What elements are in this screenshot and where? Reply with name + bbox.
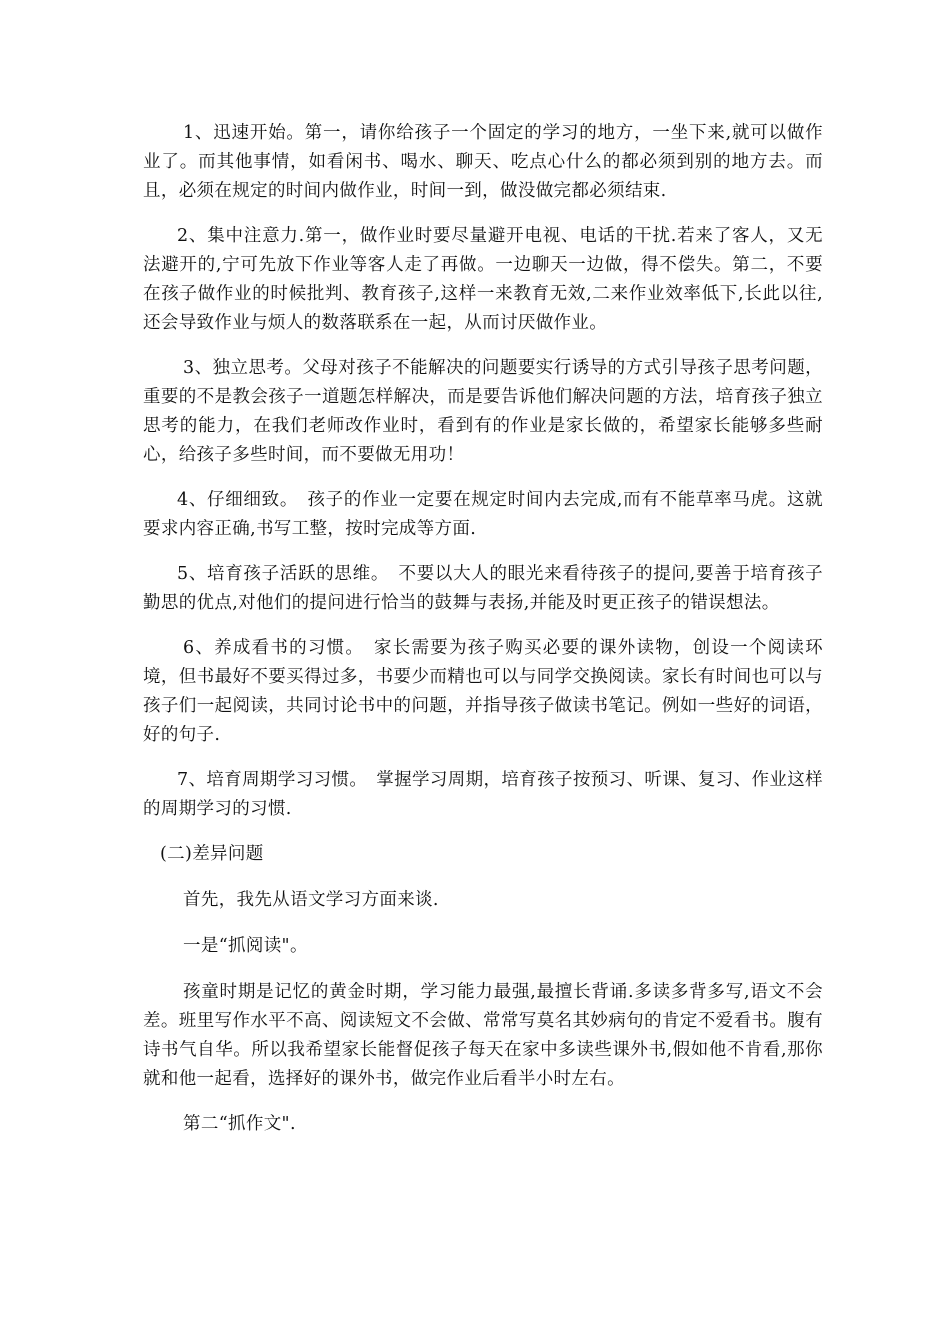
paragraph-chinese-intro: 首先，我先从语文学习方面来谈. bbox=[183, 890, 439, 910]
paragraph-careful: 4、仔细细致。 孩子的作业一定要在规定时间内去完成,而有不能草率马虎。这就要求内容正确,书写工整，按时完成等方面. bbox=[143, 490, 823, 539]
paragraph-childhood-memory: 孩童时期是记忆的黄金时期，学习能力最强,最擅长背诵.多读多背多写,语文不会差。班里写作水平不高、阅读短文不会做、常常写莫名其妙病句的肯定不爱看书。腹有诗书气自华。所以我希望家长能督促孩子每天在家中多读些课外书,假如他不肯看,那你就和他一起看，选择好的课外书，做完作业后看半小时左右。 bbox=[143, 982, 823, 1089]
document-body bbox=[143, 119, 823, 1155]
paragraph-active-thinking: 5、培育孩子活跃的思维。 不要以大人的眼光来看待孩子的提问,要善于培育孩子勤思的优点,对他们的提问进行恰当的鼓舞与表扬,并能及时更正孩子的错误想法。 bbox=[143, 564, 823, 613]
paragraph-independent-thinking: 3、独立思考。父母对孩子不能解决的问题要实行诱导的方式引导孩子思考问题，重要的不是教会孩子一道题怎样解决，而是要告诉他们解决问题的方法，培育孩子独立思考的能力，在我们老师改作业时，看到有的作业是家长做的，希望家长能够多些耐心，给孩子多些时间，而不要做无用功！ bbox=[143, 358, 823, 465]
paragraph-reading-habit: 6、养成看书的习惯。 家长需要为孩子购买必要的课外读物，创设一个阅读环境，但书最好不要买得过多，书要少而精也可以与同学交换阅读。家长有时间也可以与孩子们一起阅读，共同讨论书中的问题，并指导孩子做读书笔记。例如一些好的词语，好的句子. bbox=[143, 638, 823, 745]
paragraph-study-cycle: 7、培育周期学习习惯。 掌握学习周期，培育孩子按预习、听课、复习、作业这样的周期学习的习惯. bbox=[143, 770, 823, 819]
paragraph-reading-point: 一是“抓阅读"。 bbox=[183, 936, 308, 956]
paragraph-concentration: 2、集中注意力.第一，做作业时要尽量避开电视、电话的干扰.若来了客人，又无法避开的,宁可先放下作业等客人走了再做。一边聊天一边做，得不偿失。第二，不要在孩子做作业的时候批判、教育孩子,这样一来教育无效,二来作业效率低下,长此以往,还会导致作业与烦人的数落联系在一起，从而讨厌做作业。 bbox=[143, 226, 823, 333]
section-heading-differences: (二)差异问题 bbox=[160, 844, 264, 864]
paragraph-quick-start: 1、迅速开始。第一，请你给孩子一个固定的学习的地方，一坐下来,就可以做作业了。而其他事情，如看闲书、喝水、聊天、吃点心什么的都必须到别的地方去。而且，必须在规定的时间内做作业，时间一到，做没做完都必须结束. bbox=[143, 123, 823, 201]
paragraph-writing-point: 第二“抓作文". bbox=[183, 1114, 296, 1134]
